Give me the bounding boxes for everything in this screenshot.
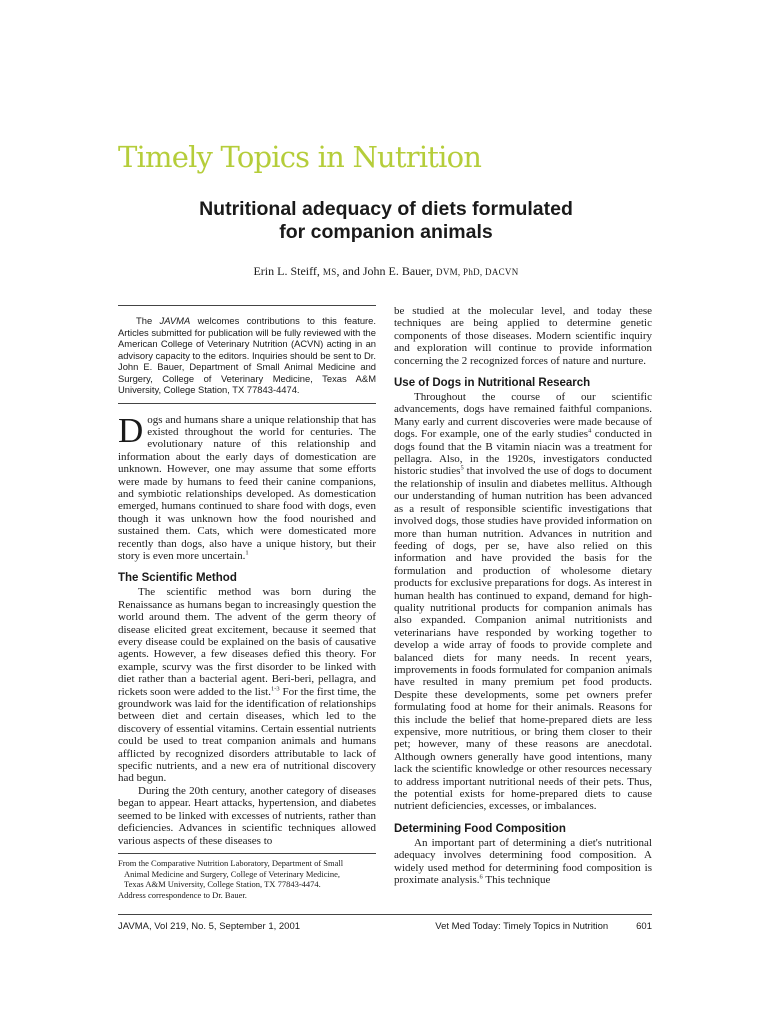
footer-running-head [435, 921, 652, 932]
article-title-line-1: Nutritional adequacy of diets formulated [199, 198, 573, 220]
author-2-degrees: DVM, PhD, DACVN [436, 267, 519, 277]
reference-marker: 1 [245, 549, 249, 557]
section-heading-food-composition: Determining Food Composition [394, 822, 566, 835]
reference-marker: 1-3 [270, 684, 280, 692]
left-column [118, 305, 376, 847]
editor-note-top-rule [118, 305, 376, 306]
feature-title: Timely Topics in Nutrition [118, 140, 482, 174]
affiliation-rule [118, 853, 376, 854]
editor-note: The JAVMA welcomes contributions to this feature. Articles submitted for publication will be fully reviewed with the American College of Veterinary Nutrition (ACVN) acting in an advisory capacity to the editors. Inquiries should be sent to Dr. John E. Bauer, Department of Small Animal Medicine and Surgery, College of Veterinary Medicine, Texas A&M University, College Station, TX 77843-4474. [118, 315, 376, 395]
author-affiliation: From the Comparative Nutrition Laboratory, Department of Small Animal Medicine and Surgery, College of Veterinary Medicine, Texas A&M University, College Station, TX 77843-4474. Address correspondence to Dr. Bauer. [118, 858, 344, 900]
reference-marker: 6 [479, 873, 483, 881]
author-1-name: Erin L. Steiff, [253, 264, 320, 278]
drop-cap: D [118, 410, 144, 450]
journal-name: JAVMA [159, 315, 191, 326]
section-heading-scientific-method: The Scientific Method [118, 572, 237, 585]
section-heading-dogs-research: Use of Dogs in Nutritional Research [394, 377, 591, 390]
right-column [394, 305, 652, 886]
footer-section: Vet Med Today: Timely Topics in Nutrition [435, 921, 609, 932]
author-1-degree: MS [322, 267, 337, 277]
reference-marker: 4 [588, 427, 592, 435]
body-paragraph: The scientific method was born during the Renaissance as humans began to increasingly question the world around them. The advent of the germ theory of disease elicited great excitement, because it seemed that every disease could be explained on the basis of causative agents. However, a few diseases defied this theory. For example, scurvy was the first disorder to be linked with diet rather than a bacterial agent. Beri-beri, pellagra, and rickets soon were added to the list.$^{1-3}$ For the first time, the groundwork was laid for the identification of relationships between diet and certain diseases, which led to the discovery of essential vitamins. Certain essential nutrients could be used to treat companion animals and humans afflicted by recognized disorders attributable to lack of specific nutrients, and a new era of nutritional discovery had begun. [118, 586, 376, 785]
body-paragraph: An important part of determining a diet's nutritional adequacy involves determining food composition. A widely used method for determining food composition is proximate analysis.$^6$ This technique [394, 836, 652, 887]
authors-conjunction: , and John E. Bauer, [336, 264, 434, 278]
body-paragraph-continued: be studied at the molecular level, and today these techniques are being applied to determine genetic components of those diseases. Modern scientific inquiry and exploration will continue to provide information concerning the 2 recognized forces of nature and nurture. [394, 305, 652, 367]
editor-note-bottom-rule [118, 403, 376, 404]
footer-citation: JAVMA, Vol 219, No. 5, September 1, 2001 [118, 921, 301, 932]
intro-paragraph: Dogs and humans share a unique relationship that has existed throughout the world for centuries. The evolutionary nature of this relationship and information about the early days of domestication are unknown. However, one may assume that some efforts were made by humans to feed their canine companions, and symbiotic relationships developed. As domestication emerged, humans continued to share food with dogs, even though it was unknown how the food nourished and sustained them. Cats, which were domesticated more recently than dogs, also have a unique history, but their story is even more uncertain.$^1$ [118, 410, 376, 562]
reference-marker: 5 [460, 464, 464, 472]
body-paragraph: Throughout the course of our scientific advancements, dogs have remained faithful companions. Many early and current discoveries were made because of dogs. For example, one of the early studies$^4$ conducted in dogs found that the B vitamin niacin was a treatment for pellagra. Also, in the 1920s, investigators conducted historic studies$^5$ that involved the use of dogs to document the relationship of insulin and diabetes mellitus. Although our understanding of human nutrition has been advanced as a result of responsible scientific investigations that involved dogs, those studies have provided information on more than human nutrition. Advances in nutrition and feeding of dogs, per se, have also relied on this information and have provided the basis for the formulation and production of wholesome dietary products for exclusive preparations for dogs. As interest in human health has continued to expand, demand for high-quality nutritional products for companion animals has also expanded. Companion animal nutritionists and veterinarians have responded by working together to develop a wide array of foods to provide complete and balanced diets for many needs. In recent years, improvements in foods formulated for companion animals have resulted in many premium pet food products. Despite these developments, some pet owners prefer formulating food at home for their animals. Reasons for this include the belief that home-prepared diets are less expensive, more nutritious, or bring them closer to their pet; however, many of these reasons are anecdotal. Although owners generally have good intentions, many lack the scientific knowledge or other resources necessary to address important nutritional needs of their pets. Thus, the potential exists for home-prepared diets to cause nutrient deficiencies, excesses, or imbalances. [394, 391, 652, 813]
article-title [118, 198, 654, 244]
footer-rule [118, 914, 652, 915]
page-number: 601 [636, 921, 652, 932]
author-byline [118, 264, 654, 279]
body-paragraph: During the 20th century, another category of diseases began to appear. Heart attacks, hypertension, and diabetes seemed to be linked with excesses of nutrients, rather than deficiencies. Advances in scientific techniques allowed various aspects of these diseases to [118, 784, 376, 847]
article-title-line-2: for companion animals [279, 221, 493, 243]
